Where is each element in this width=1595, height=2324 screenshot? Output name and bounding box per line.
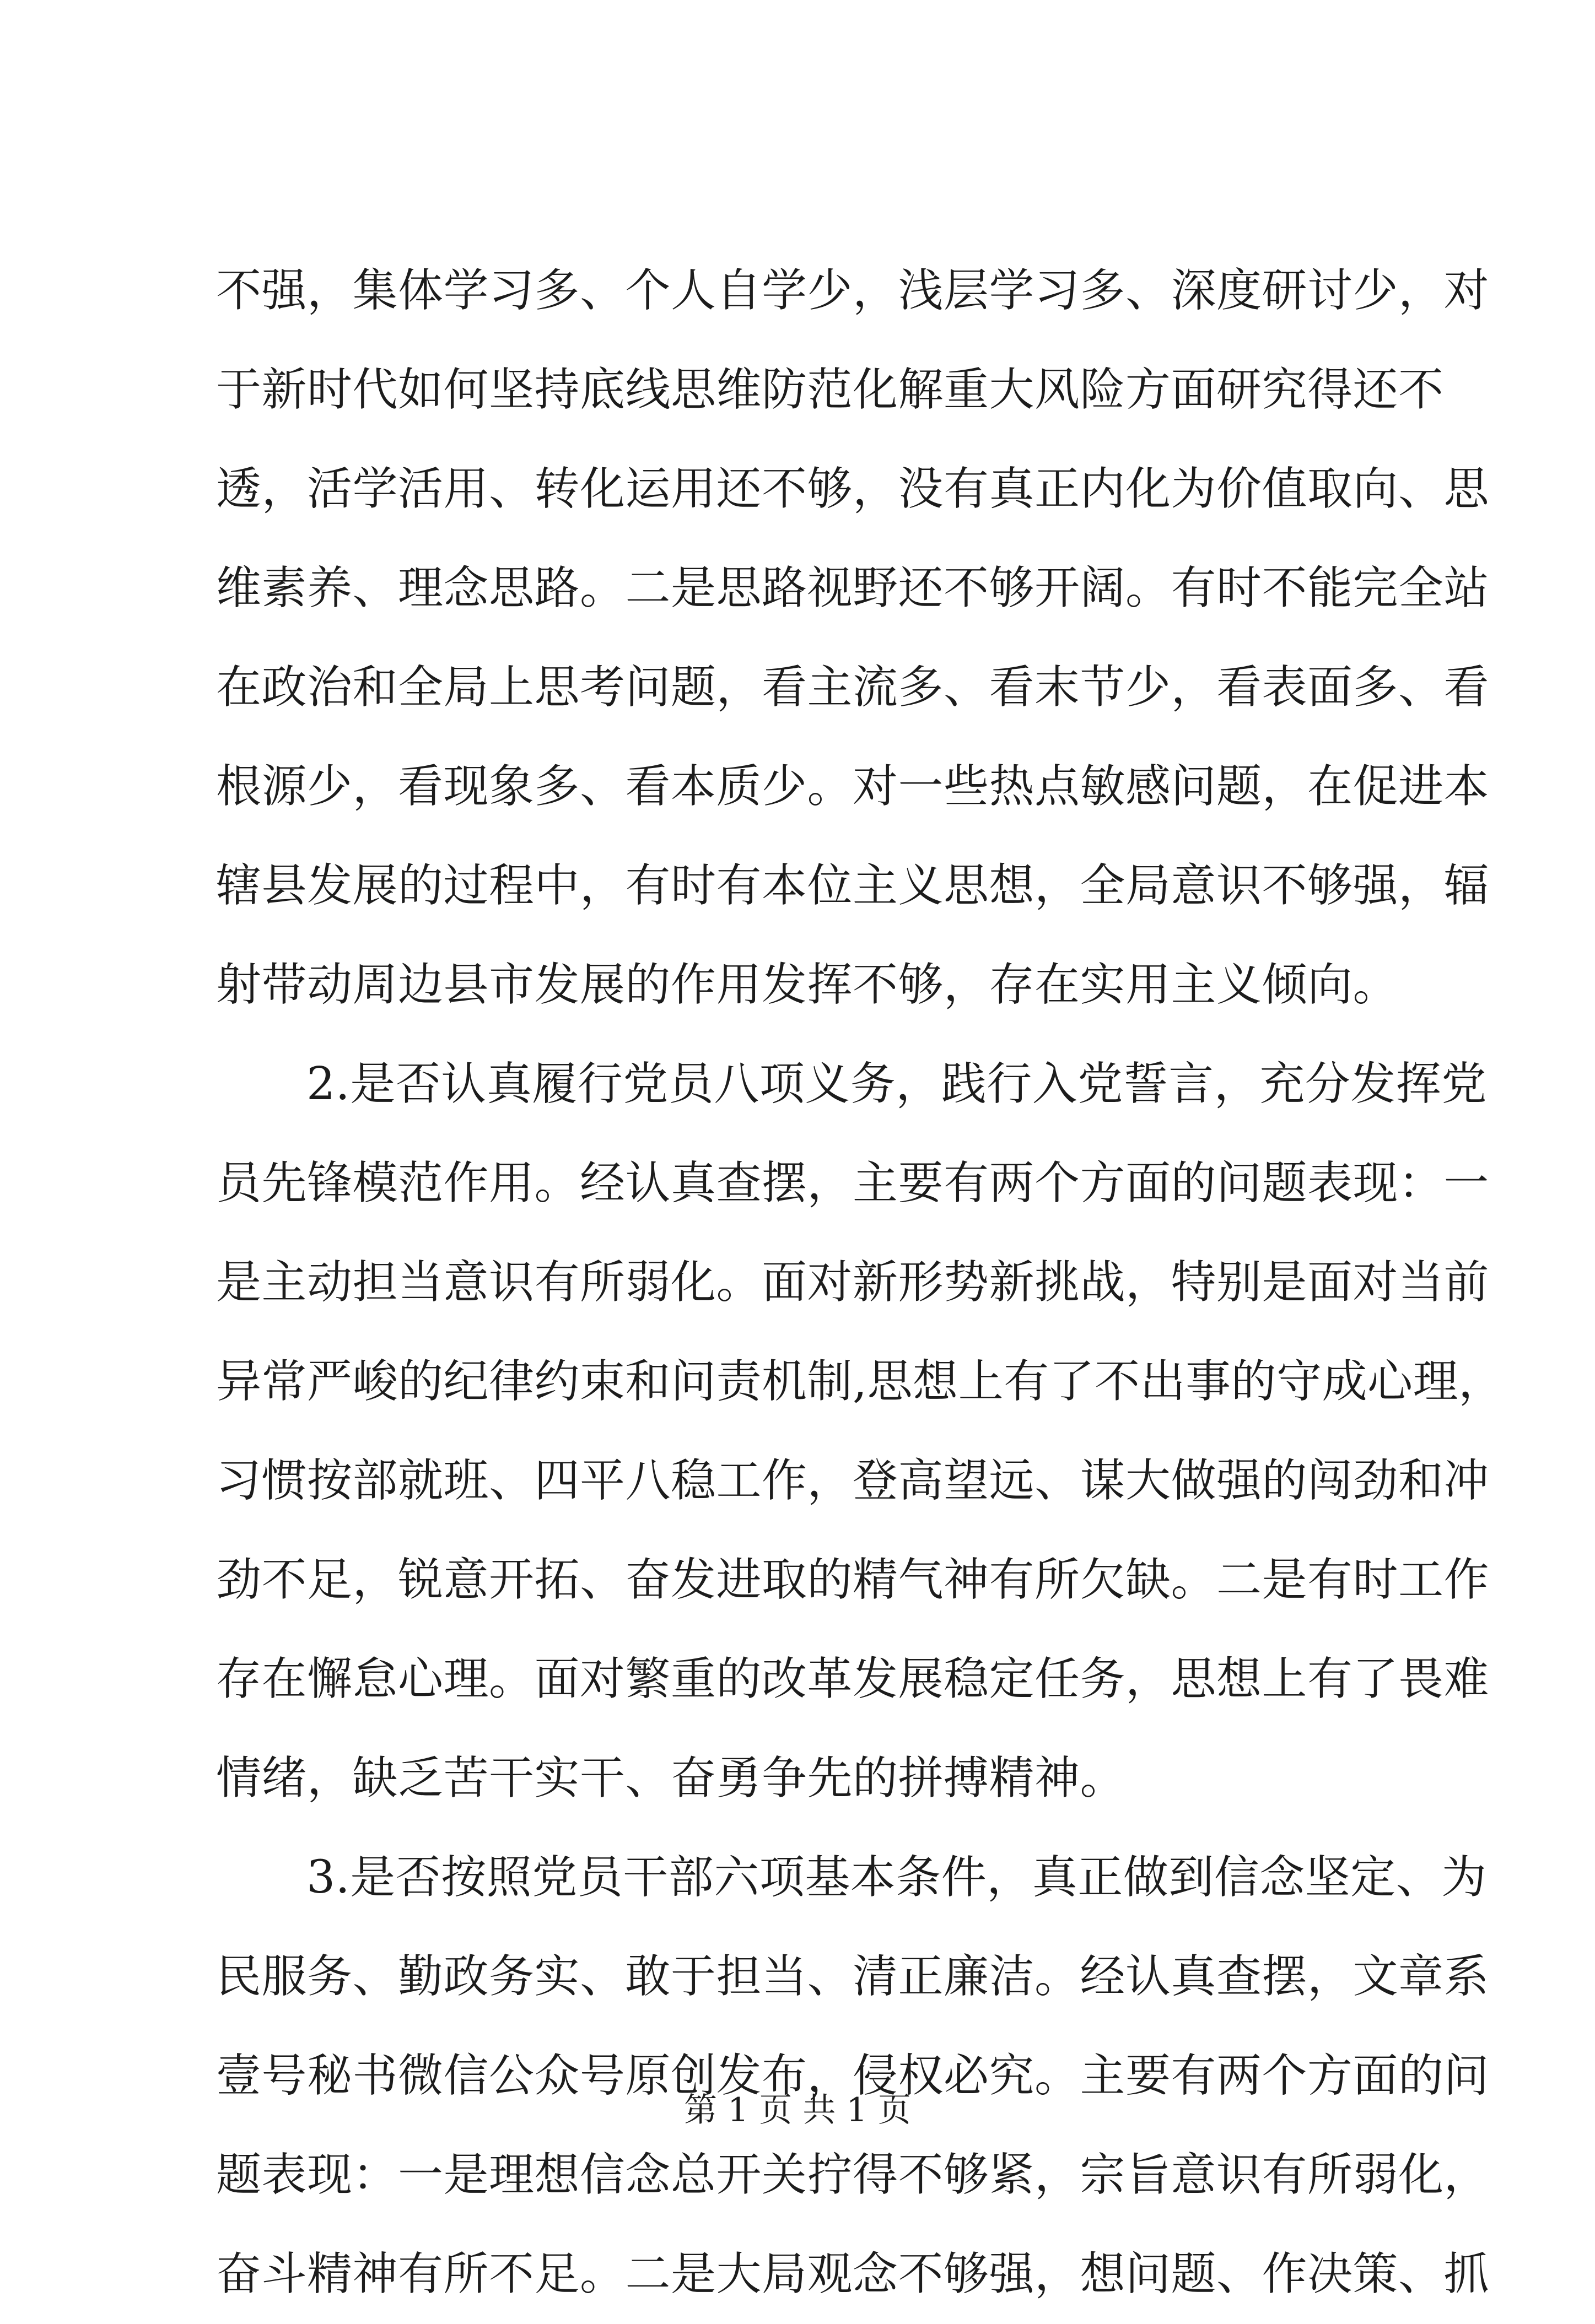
text-line: 劲不足，锐意开拓、奋发进取的精气神有所欠缺。二是有时工作 <box>216 1554 1490 1606</box>
text-line: 奋斗精神有所不足。二是大局观念不够强，想问题、作决策、抓 <box>216 2248 1490 2300</box>
text-line: 透，活学活用、转化运用还不够，没有真正内化为价值取向、思 <box>216 463 1490 515</box>
paragraph-start-line: 2.是否认真履行党员八项义务，践行入党誓言，充分发挥党 <box>306 1058 1487 1110</box>
text-line: 异常严峻的纪律约束和问责机制,思想上有了不出事的守成心理， <box>216 1355 1504 1408</box>
text-line: 员先锋模范作用。经认真查摆，主要有两个方面的问题表现：一 <box>216 1157 1490 1209</box>
text-line: 民服务、勤政务实、敢于担当、清正廉洁。经认真查摆，文章系 <box>216 1950 1490 2003</box>
paragraph-start-line: 3.是否按照党员干部六项基本条件，真正做到信念坚定、为 <box>306 1851 1487 1904</box>
text-line: 射带动周边县市发展的作用发挥不够，存在实用主义倾向。 <box>216 959 1399 1011</box>
text-line: 于新时代如何坚持底线思维防范化解重大风险方面研究得还不 <box>216 364 1444 416</box>
text-line: 在政治和全局上思考问题，看主流多、看末节少，看表面多、看 <box>216 661 1490 714</box>
text-line: 题表现：一是理想信念总开关拧得不够紧，宗旨意识有所弱化， <box>216 2149 1490 2201</box>
text-line: 根源少，看现象多、看本质少。对一些热点敏感问题，在促进本 <box>216 760 1490 813</box>
text-line: 习惯按部就班、四平八稳工作，登高望远、谋大做强的闯劲和冲 <box>216 1455 1490 1507</box>
text-line: 壹号秘书微信公众号原创发布，侵权必究。主要有两个方面的问 <box>216 2050 1490 2102</box>
page-number-footer: 第 1 页 共 1 页 <box>684 2091 911 2130</box>
text-line: 存在懈怠心理。面对繁重的改革发展稳定任务，思想上有了畏难 <box>216 1653 1490 1705</box>
text-line: 辖县发展的过程中，有时有本位主义思想，全局意识不够强，辐 <box>216 860 1490 912</box>
text-line: 是主动担当意识有所弱化。面对新形势新挑战，特别是面对当前 <box>216 1256 1490 1309</box>
document-body <box>216 241 1504 2324</box>
text-line: 维素养、理念思路。二是思路视野还不够开阔。有时不能完全站 <box>216 562 1490 614</box>
text-line: 情绪，缺乏苦干实干、奋勇争先的拼搏精神。 <box>216 1752 1126 1804</box>
text-line: 不强，集体学习多、个人自学少，浅层学习多、深度研讨少，对 <box>216 264 1490 317</box>
